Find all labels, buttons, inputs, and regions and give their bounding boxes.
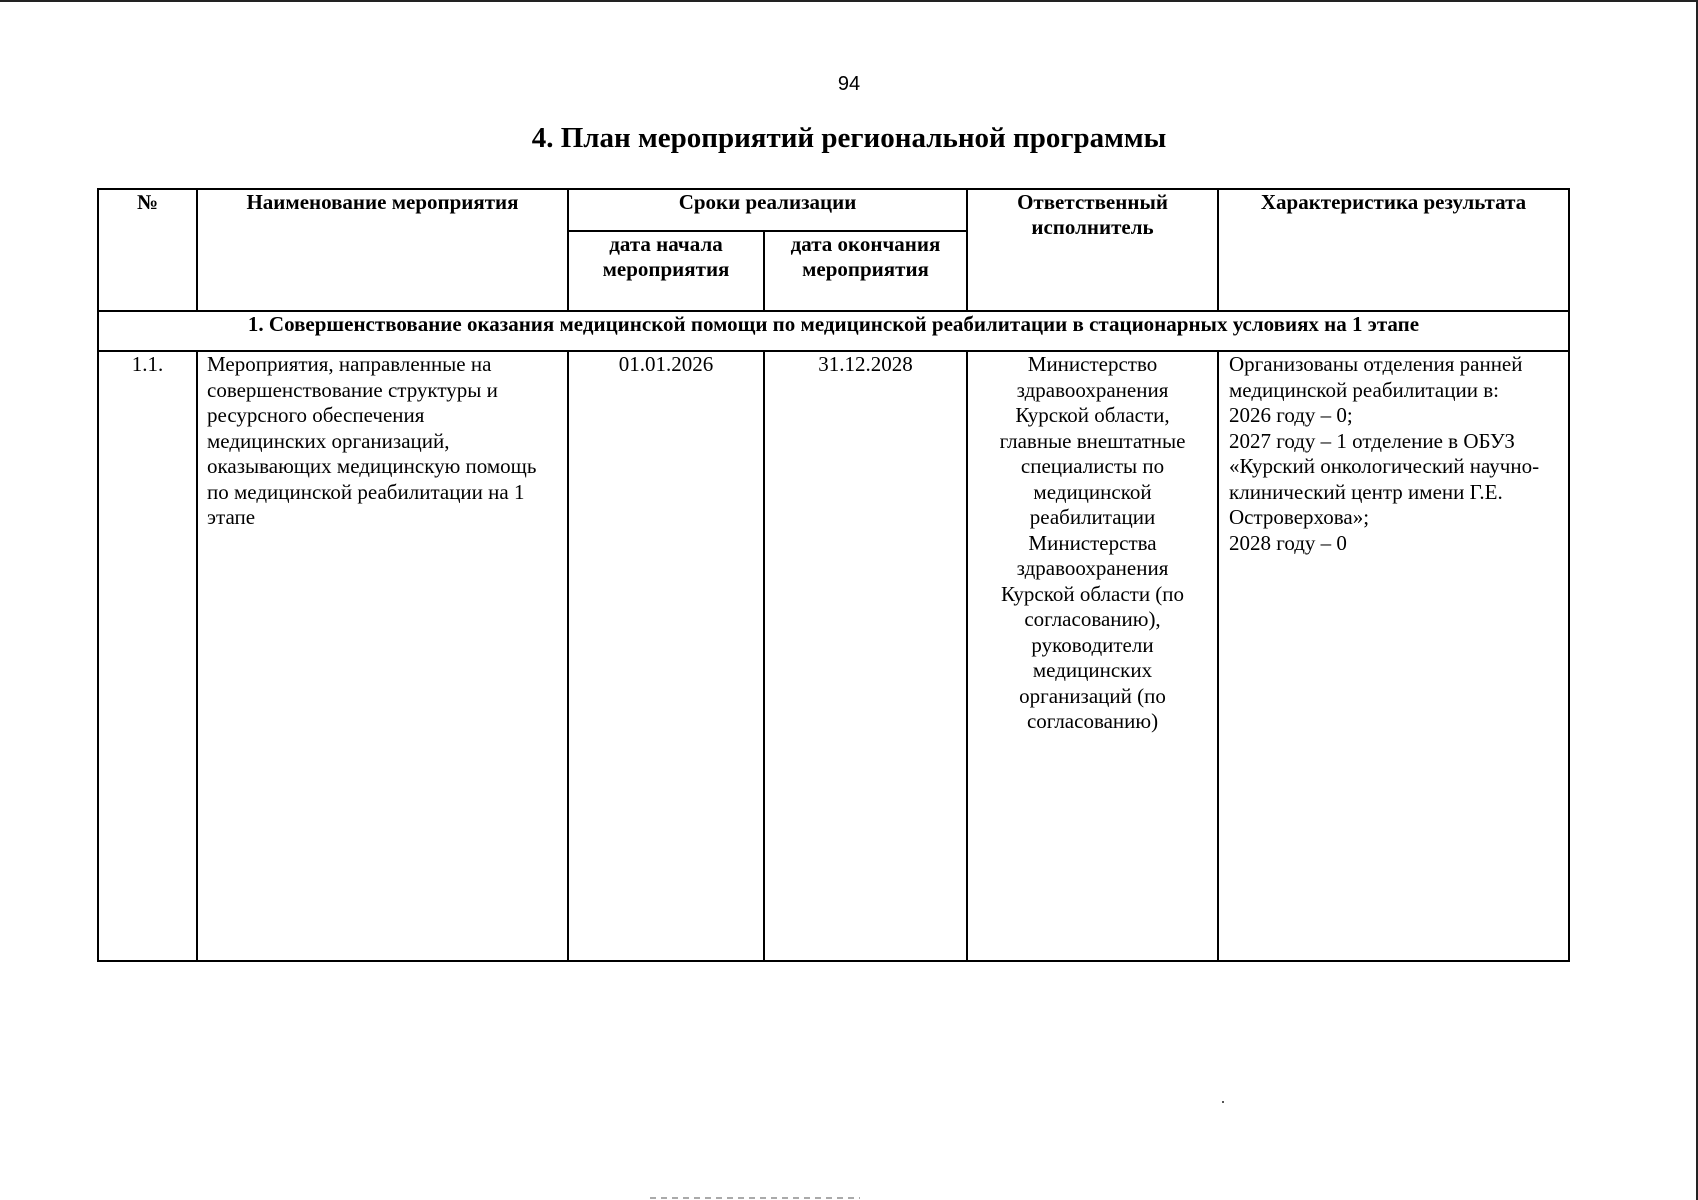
cell-name-text: Мероприятия, направленные на совершенствование структуры и ресурсного обеспечения медицинских организаций, оказывающих медицинскую помощь по медицинской реабилитации на 1 этапе: [207, 352, 537, 529]
cell-responsible: [967, 351, 1218, 961]
cell-result: [1218, 351, 1569, 961]
cell-responsible-text: Министерство здравоохранения Курской области, главные внештатные специалисты по медицинской реабилитации Министерства здравоохранения Курской области (по согласованию), руководители медицинских организаций (по согласованию): [999, 352, 1186, 733]
cell-end-date: 31.12.2028: [764, 351, 967, 961]
header-row: [98, 189, 1569, 231]
cell-start-date: 01.01.2026: [568, 351, 764, 961]
scan-border-top: [0, 0, 1698, 2]
scan-speck: [1222, 1101, 1224, 1103]
header-responsible-label: Ответственный исполнитель: [1017, 190, 1168, 239]
scan-artifact-line: [650, 1197, 860, 1199]
header-end-date-label: дата окончания мероприятия: [790, 232, 941, 281]
page-number: 94: [837, 73, 861, 95]
header-responsible: [967, 189, 1218, 311]
header-end-date: [764, 231, 967, 311]
result-line: Организованы отделения ранней медицинской реабилитации в:: [1229, 352, 1523, 402]
cell-name: [197, 351, 568, 961]
result-line: 2027 году – 1 отделение в ОБУЗ «Курский онкологический научно-клинический центр имени Г.Е. Островерхова»;: [1229, 428, 1540, 529]
header-result: Характеристика результата: [1218, 189, 1569, 311]
header-start-date: [568, 231, 764, 311]
header-num: №: [98, 189, 197, 311]
cell-num: 1.1.: [98, 351, 197, 961]
header-start-date-label: дата начала мероприятия: [602, 232, 730, 281]
plan-table: [97, 188, 1570, 962]
section-row: [98, 311, 1569, 351]
result-line: 2028 году – 0: [1229, 530, 1347, 555]
header-name: Наименование мероприятия: [197, 189, 568, 311]
table-row: [98, 351, 1569, 961]
result-line: 2026 году – 0;: [1229, 403, 1353, 427]
page-title: 4. План мероприятий региональной программы: [531, 122, 1167, 154]
header-terms: Сроки реализации: [568, 189, 967, 231]
section-title: 1. Совершенствование оказания медицинской помощи по медицинской реабилитации в стационарных условиях на 1 этапе: [98, 311, 1569, 351]
